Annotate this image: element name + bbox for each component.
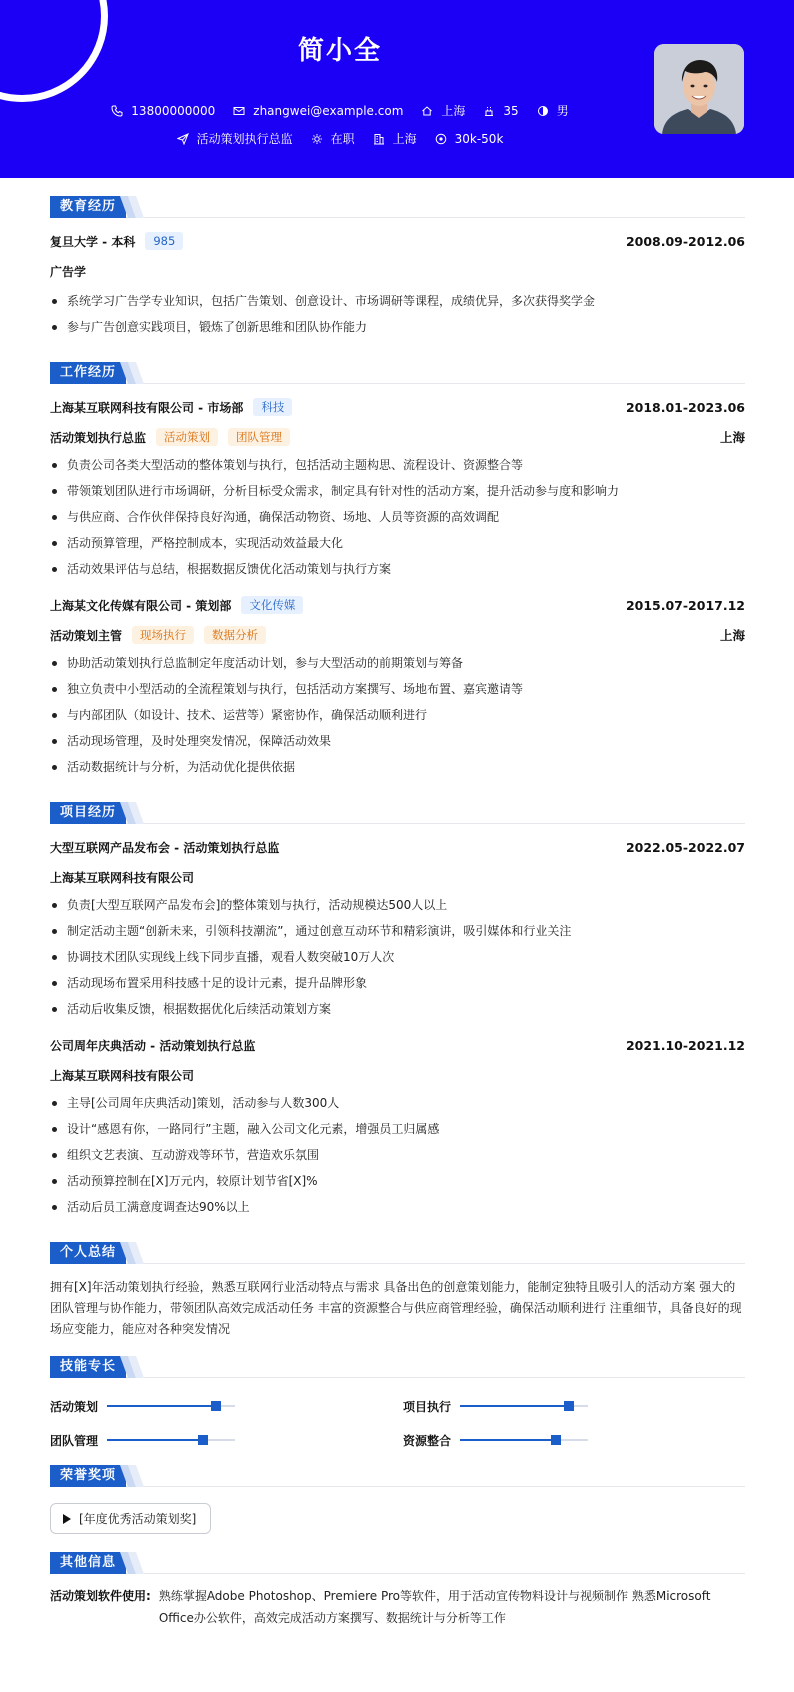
skill-bar xyxy=(107,1439,235,1441)
mail-icon xyxy=(233,105,245,117)
company-name: 上海某互联网科技有限公司 - 市场部 xyxy=(50,400,244,415)
work-city-text: 上海 xyxy=(392,132,417,146)
section-title: 其他信息 xyxy=(50,1552,126,1574)
list-item: 活动数据统计与分析，为活动优化提供依据 xyxy=(50,754,745,780)
email-text: zhangwei@example.com xyxy=(253,103,404,118)
skill-item xyxy=(50,1389,403,1423)
resume-header xyxy=(0,0,794,178)
other-info-row xyxy=(50,1585,745,1629)
gender-icon xyxy=(537,105,549,117)
job-role-row xyxy=(50,424,745,450)
skill-name: 项目执行 xyxy=(403,1399,452,1414)
section-title: 个人总结 xyxy=(50,1242,126,1264)
section-title: 工作经历 xyxy=(50,362,126,384)
other-section xyxy=(50,1552,745,1629)
list-item: 独立负责中小型活动的全流程策划与执行，包括活动方案撰写、场地布置、嘉宾邀请等 xyxy=(50,676,745,702)
role-tag: 团队管理 xyxy=(228,428,290,446)
job-role-row xyxy=(50,622,745,648)
summary-section xyxy=(50,1242,745,1340)
gender-text: 男 xyxy=(556,104,569,118)
project-name: 大型互联网产品发布会 - 活动策划执行总监 xyxy=(50,840,280,855)
project-org-row xyxy=(50,864,745,890)
project-bullets xyxy=(50,1090,745,1220)
list-item: 带领策划团队进行市场调研，分析目标受众需求，制定具有针对性的活动方案，提升活动参与度和影响力 xyxy=(50,478,745,504)
skill-bar-fill xyxy=(107,1439,203,1441)
salary-item xyxy=(435,132,504,146)
section-header xyxy=(50,196,745,218)
skill-item xyxy=(403,1423,745,1457)
section-header xyxy=(50,1465,745,1487)
skill-level-marker xyxy=(211,1401,221,1411)
list-item: 负责公司各类大型活动的整体策划与执行，包括活动主题构思、流程设计、资源整合等 xyxy=(50,452,745,478)
status-item xyxy=(311,130,355,147)
salary-icon xyxy=(435,133,447,145)
age-icon xyxy=(483,105,495,117)
building-icon xyxy=(373,133,385,145)
section-header xyxy=(50,1356,745,1378)
list-item: 系统学习广告学专业知识，包括广告策划、创意设计、市场调研等课程，成绩优异，多次获得奖学金 xyxy=(50,288,745,314)
skill-bar-fill xyxy=(107,1405,216,1407)
school-tag: 985 xyxy=(145,232,183,250)
skill-bar xyxy=(107,1405,235,1407)
awards-section xyxy=(50,1465,745,1534)
profile-photo xyxy=(654,44,744,134)
section-header xyxy=(50,1552,745,1574)
list-item: 活动现场管理，及时处理突发情况，保障活动效果 xyxy=(50,728,745,754)
role-tag: 现场执行 xyxy=(132,626,194,644)
skills-grid xyxy=(50,1389,745,1457)
education-bullets xyxy=(50,288,745,340)
skill-bar-fill xyxy=(460,1439,556,1441)
project-date: 2022.05-2022.07 xyxy=(625,839,745,855)
phone-item xyxy=(111,104,215,118)
list-item: 主导[公司周年庆典活动]策划，活动参与人数300人 xyxy=(50,1090,745,1116)
job-role: 活动策划主管 xyxy=(50,628,123,643)
list-item: 参与广告创意实践项目，锻炼了创新思维和团队协作能力 xyxy=(50,314,745,340)
gender-item xyxy=(537,102,569,119)
role-tag: 活动策划 xyxy=(156,428,218,446)
company-name: 上海某文化传媒有限公司 - 策划部 xyxy=(50,598,232,613)
skill-level-marker xyxy=(198,1435,208,1445)
work-city-item xyxy=(373,130,417,147)
list-item: 设计“感恩有你，一路同行”主题，融入公司文化元素，增强员工归属感 xyxy=(50,1116,745,1142)
skill-bar xyxy=(460,1405,588,1407)
education-row xyxy=(50,228,745,254)
position-text: 活动策划执行总监 xyxy=(196,132,293,146)
phone-icon xyxy=(111,105,123,117)
project-org-row xyxy=(50,1062,745,1088)
job-header-row xyxy=(50,394,745,420)
list-item: 制定活动主题“创新未来，引领科技潮流”，通过创意互动环节和精彩演讲，吸引媒体和行业关注 xyxy=(50,918,745,944)
project-name: 公司周年庆典活动 - 活动策划执行总监 xyxy=(50,1038,256,1053)
age-item xyxy=(483,104,518,118)
position-item xyxy=(177,130,293,147)
project-bullets xyxy=(50,892,745,1022)
section-title: 荣誉奖项 xyxy=(50,1465,126,1487)
skill-bar-fill xyxy=(460,1405,569,1407)
project-org: 上海某互联网科技有限公司 xyxy=(50,1068,195,1083)
skill-bar xyxy=(460,1439,588,1441)
skill-name: 团队管理 xyxy=(50,1433,99,1448)
location-item xyxy=(421,102,465,119)
play-icon xyxy=(63,1514,71,1524)
skill-level-marker xyxy=(564,1401,574,1411)
school-name: 复旦大学 - 本科 xyxy=(50,234,136,249)
status-icon xyxy=(311,133,323,145)
job-bullets xyxy=(50,650,745,780)
status-text: 在职 xyxy=(330,132,355,146)
role-tag: 数据分析 xyxy=(204,626,266,644)
skill-name: 资源整合 xyxy=(403,1433,452,1448)
project-entry xyxy=(50,834,745,1022)
work-section xyxy=(50,362,745,780)
section-header xyxy=(50,802,745,824)
job-entry xyxy=(50,394,745,582)
email-item xyxy=(233,104,403,118)
project-header-row xyxy=(50,1032,745,1058)
major: 广告学 xyxy=(50,264,87,279)
section-title: 技能专长 xyxy=(50,1356,126,1378)
list-item: 活动预算管理，严格控制成本，实现活动效益最大化 xyxy=(50,530,745,556)
skills-section xyxy=(50,1356,745,1457)
education-section xyxy=(50,196,745,340)
skill-item xyxy=(50,1423,403,1457)
project-org: 上海某互联网科技有限公司 xyxy=(50,870,195,885)
projects-section xyxy=(50,802,745,1220)
job-date: 2015.07-2017.12 xyxy=(625,597,745,613)
job-role: 活动策划执行总监 xyxy=(50,430,147,445)
phone-text: 13800000000 xyxy=(131,103,216,118)
skill-item xyxy=(403,1389,745,1423)
location-text: 上海 xyxy=(441,104,466,118)
contact-row xyxy=(0,102,680,119)
list-item: 协助活动策划执行总监制定年度活动计划，参与大型活动的前期策划与筹备 xyxy=(50,650,745,676)
salary-text: 30k-50k xyxy=(454,131,504,146)
list-item: 活动后员工满意度调查达90%以上 xyxy=(50,1194,745,1220)
candidate-name: 简小全 xyxy=(297,36,382,66)
job-bullets xyxy=(50,452,745,582)
list-item: 活动现场布置采用科技感十足的设计元素，提升品牌形象 xyxy=(50,970,745,996)
job-date: 2018.01-2023.06 xyxy=(625,399,745,415)
list-item: 活动效果评估与总结，根据数据反馈优化活动策划与执行方案 xyxy=(50,556,745,582)
other-info-value: 熟练掌握Adobe Photoshop、Premiere Pro等软件，用于活动宣传物料设计与视频制作 熟悉Microsoft Office办公软件，高效完成活动方案撰写、数据统计与分析等工作 xyxy=(158,1589,711,1625)
project-header-row xyxy=(50,834,745,860)
list-item: 活动后收集反馈，根据数据优化后续活动策划方案 xyxy=(50,996,745,1022)
skill-name: 活动策划 xyxy=(50,1399,99,1414)
section-title: 项目经历 xyxy=(50,802,126,824)
award-name: [年度优秀活动策划奖] xyxy=(79,1512,197,1526)
resume-body xyxy=(50,196,745,1629)
list-item: 与内部团队（如设计、技术、运营等）紧密协作，确保活动顺利进行 xyxy=(50,702,745,728)
section-title: 教育经历 xyxy=(50,196,126,218)
award-item[interactable] xyxy=(50,1503,211,1534)
project-date: 2021.10-2021.12 xyxy=(625,1037,745,1053)
job-header-row xyxy=(50,592,745,618)
job-city: 上海 xyxy=(719,430,745,445)
home-icon xyxy=(421,105,433,117)
age-text: 35 xyxy=(503,103,519,118)
education-date: 2008.09-2012.06 xyxy=(625,233,745,249)
list-item: 组织文艺表演、互动游戏等环节，营造欢乐氛围 xyxy=(50,1142,745,1168)
section-header xyxy=(50,362,745,384)
list-item: 活动预算控制在[X]万元内，较原计划节省[X]% xyxy=(50,1168,745,1194)
industry-tag: 科技 xyxy=(253,398,292,416)
industry-tag: 文化传媒 xyxy=(241,596,303,614)
list-item: 与供应商、合作伙伴保持良好沟通，确保活动物资、场地、人员等资源的高效调配 xyxy=(50,504,745,530)
job-city: 上海 xyxy=(719,628,745,643)
skill-level-marker xyxy=(551,1435,561,1445)
job-entry xyxy=(50,592,745,780)
list-item: 负责[大型互联网产品发布会]的整体策划与执行，活动规模达500人以上 xyxy=(50,892,745,918)
summary-text: 拥有[X]年活动策划执行经验，熟悉互联网行业活动特点与需求 具备出色的创意策划能力，能制定独特且吸引人的活动方案 强大的团队管理与协作能力，带领团队高效完成活动任务 丰富的资源整合与供应商管理经验，确保活动顺利进行 注重细节，具备良好的现场应变能力，能应对各种突发情况 xyxy=(50,1280,742,1336)
other-info-key: 活动策划软件使用: xyxy=(50,1589,151,1603)
major-row xyxy=(50,258,745,284)
section-header xyxy=(50,1242,745,1264)
send-icon xyxy=(177,133,189,145)
job-intent-row xyxy=(0,130,680,147)
list-item: 协调技术团队实现线上线下同步直播，观看人数突破10万人次 xyxy=(50,944,745,970)
project-entry xyxy=(50,1032,745,1220)
